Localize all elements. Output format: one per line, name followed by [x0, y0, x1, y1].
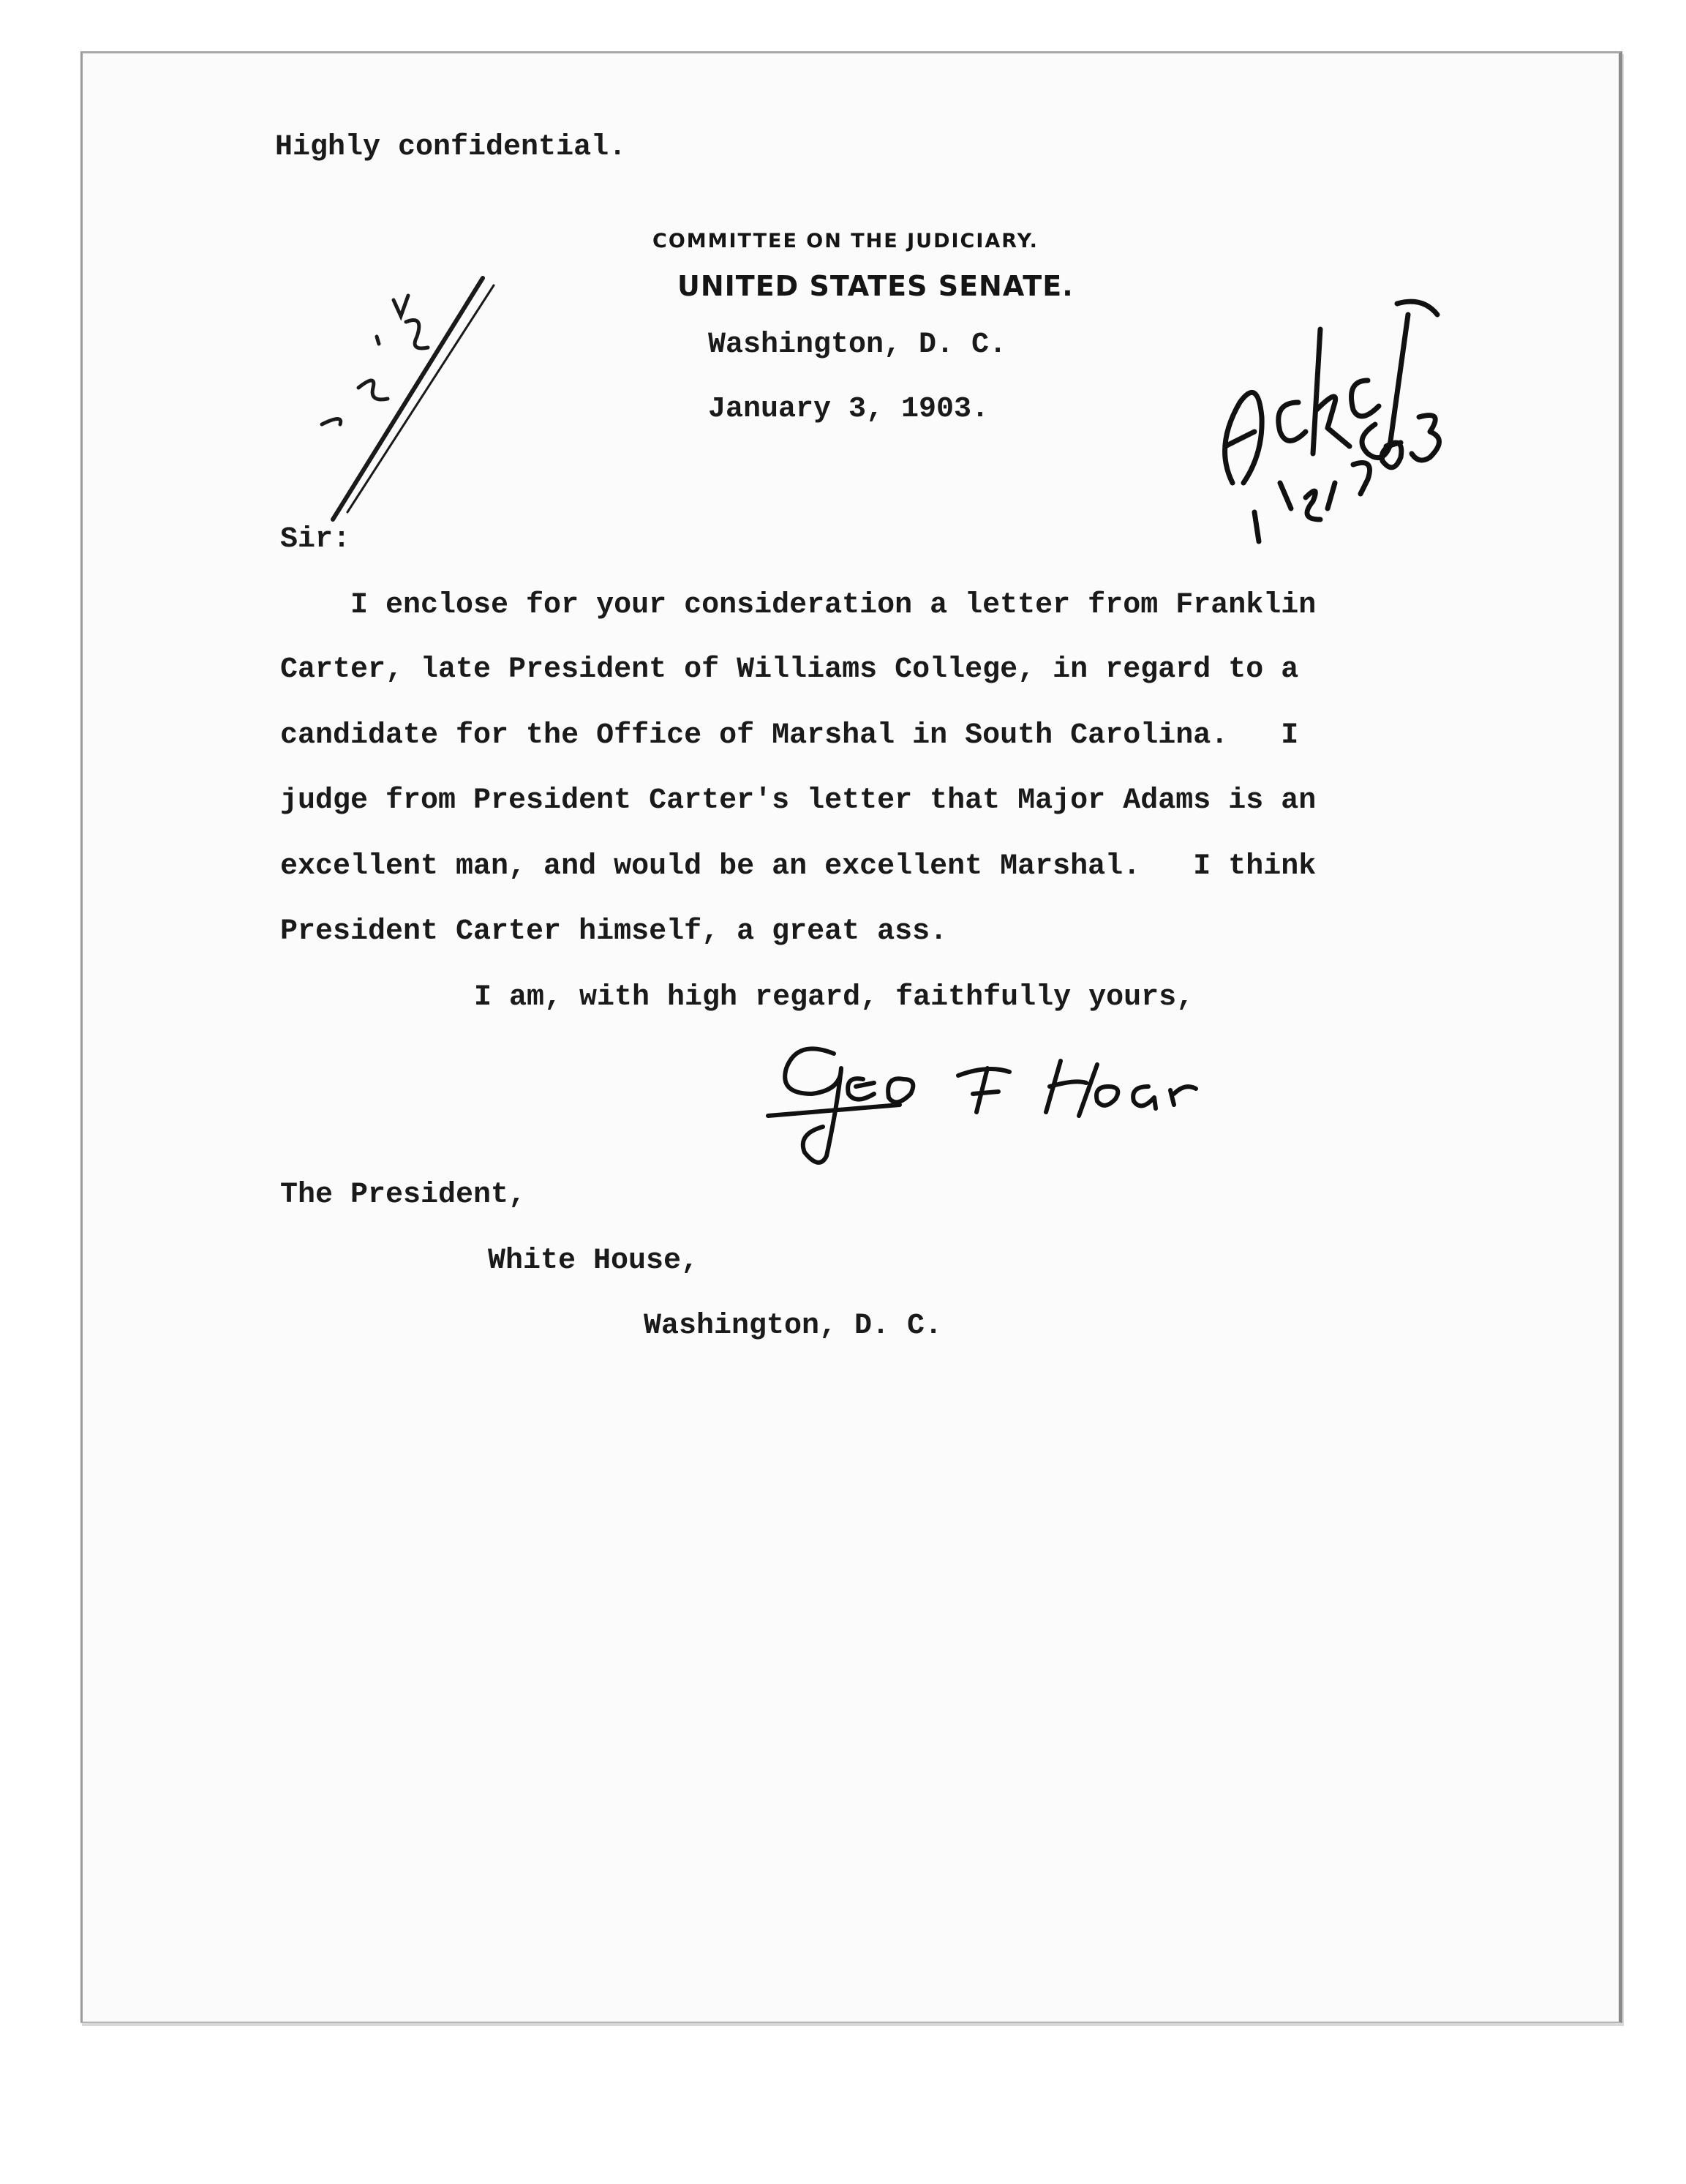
- salutation: Sir:: [280, 523, 351, 556]
- recipient-line-2: White House,: [488, 1245, 699, 1277]
- body-line: President Carter himself, a great ass.: [280, 915, 948, 948]
- body-line: I enclose for your consideration a letter from Franklin: [280, 589, 1317, 622]
- closing: I am, with high regard, faithfully yours,: [474, 981, 1194, 1014]
- body-line: candidate for the Office of Marshal in South Carolina. I: [280, 719, 1299, 752]
- signature: [753, 1024, 1280, 1171]
- body-line: excellent man, and would be an excellent Marshal. I think: [280, 850, 1317, 883]
- letterhead-senate: UNITED STATES SENATE.: [677, 270, 1074, 302]
- letterhead-city: Washington, D. C.: [708, 329, 1007, 361]
- letter-date: January 3, 1903.: [708, 393, 990, 426]
- body-line: judge from President Carter's letter that Major Adams is an: [280, 784, 1317, 817]
- acknowledged-annotation: [1211, 300, 1459, 534]
- body-line: Carter, late President of Williams College, in regard to a: [280, 653, 1299, 686]
- checkmark-marks: [307, 278, 497, 519]
- letterhead-committee: COMMITTEE ON THE JUDICIARY.: [652, 230, 1039, 252]
- recipient-line-3: Washington, D. C.: [644, 1310, 943, 1343]
- confidentiality-note: Highly confidential.: [275, 131, 627, 164]
- recipient-line-1: The President,: [280, 1179, 527, 1212]
